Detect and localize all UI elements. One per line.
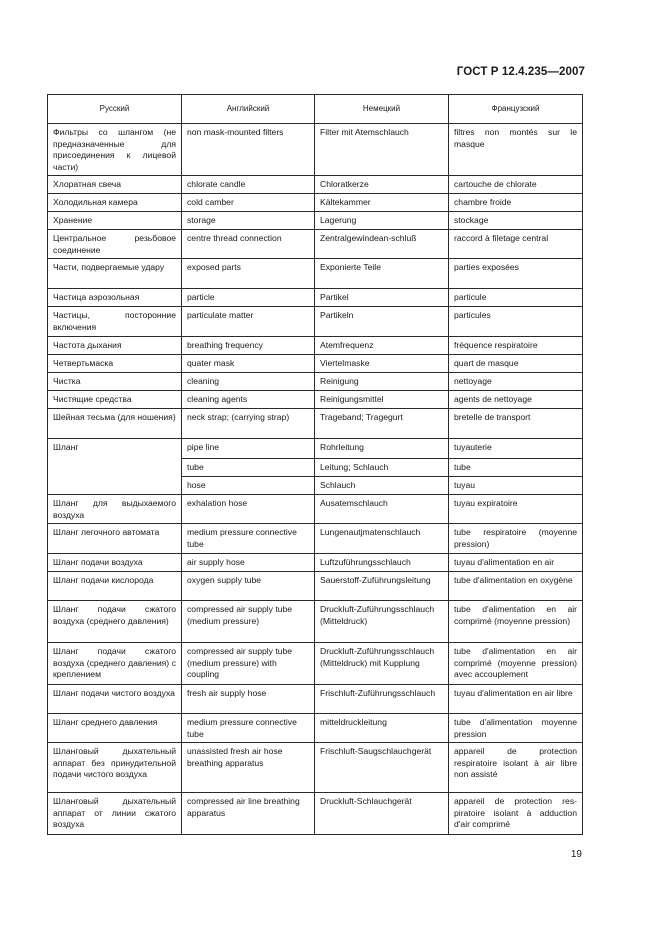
cell-de: Ausatemschlauch	[315, 495, 449, 524]
table-row	[48, 289, 583, 307]
page-number: 19	[570, 849, 582, 860]
cell-ru: Части, подвергаемые удару	[48, 259, 182, 289]
cell-en: oxygen supply tube	[182, 572, 315, 601]
cell-ru: Частица аэрозольная	[48, 289, 182, 307]
cell-en: compressed air supply tube (medium pressure)	[182, 601, 315, 643]
cell-de: Sauerstoff-Zuführungsleitung	[315, 572, 449, 601]
table-row	[48, 194, 583, 212]
terms-table	[47, 94, 583, 835]
cell-en: neck strap; (carrying strap)	[182, 409, 315, 439]
cell-de: Lagerung	[315, 212, 449, 230]
cell-fr: stockage	[449, 212, 583, 230]
table-row	[48, 373, 583, 391]
cell-fr: tuyau d'alimentation en air	[449, 554, 583, 572]
table-row	[48, 793, 583, 835]
cell-fr: parties exposées	[449, 259, 583, 289]
cell-de: Rohrleitung	[315, 439, 449, 459]
cell-fr: filtres non montés sur le masque	[449, 124, 583, 176]
cell-de: Chloratkerze	[315, 176, 449, 194]
cell-ru: Холодильная камера	[48, 194, 182, 212]
cell-en: quater mask	[182, 355, 315, 373]
cell-de: Filter mit Atemschlauch	[315, 124, 449, 176]
cell-en: storage	[182, 212, 315, 230]
cell-en: chlorate candle	[182, 176, 315, 194]
cell-ru: Частота дыхания	[48, 337, 182, 355]
table-row	[48, 572, 583, 601]
cell-de: mitteldruckleitung	[315, 714, 449, 743]
cell-de: Schlauch	[315, 477, 449, 495]
cell-ru: Шланг	[48, 439, 182, 495]
cell-fr: cartouche de chlorate	[449, 176, 583, 194]
table-row	[48, 409, 583, 439]
table-row	[48, 554, 583, 572]
cell-fr: tube d'alimentation en oxygène	[449, 572, 583, 601]
cell-fr: appareil de protection respiratoire isolant à adduction d'air comprimé	[449, 793, 583, 835]
cell-en: cleaning	[182, 373, 315, 391]
cell-de: Druckluft-Zuführungsschlauch (Mitteldruck) mit Kupplung	[315, 643, 449, 685]
cell-ru: Шланг легочного автомата	[48, 524, 182, 554]
table-row	[48, 743, 583, 793]
cell-ru: Шланг подачи сжатого воздуха (среднего давления)	[48, 601, 182, 643]
cell-en: particle	[182, 289, 315, 307]
cell-de: Reinigung	[315, 373, 449, 391]
table-row	[48, 337, 583, 355]
cell-fr: tuyau expiratoire	[449, 495, 583, 524]
cell-en: tube	[182, 459, 315, 477]
cell-fr: tuyau d'alimentation en air libre	[449, 685, 583, 714]
standard-designation: ГОСТ Р 12.4.235—2007	[456, 66, 585, 78]
cell-ru: Шланг для выдыхаемого воздуха	[48, 495, 182, 524]
table-row	[48, 124, 583, 176]
table-row	[48, 643, 583, 685]
cell-de: Zentralgewindean-schluß	[315, 230, 449, 259]
table-header-row	[48, 95, 583, 124]
table-row	[48, 391, 583, 409]
cell-de: Trageband; Tragegurt	[315, 409, 449, 439]
table-row	[48, 212, 583, 230]
table-row	[48, 307, 583, 337]
cell-ru: Хлоратная свеча	[48, 176, 182, 194]
cell-fr: tube d'alimentation moyenne pression	[449, 714, 583, 743]
cell-ru: Шейная тесьма (для ношения)	[48, 409, 182, 439]
cell-en: medium pressure connective tube	[182, 714, 315, 743]
cell-fr: chambre froide	[449, 194, 583, 212]
cell-fr: particules	[449, 307, 583, 337]
table-row	[48, 495, 583, 524]
cell-de: Partikeln	[315, 307, 449, 337]
cell-fr: agents de nettoyage	[449, 391, 583, 409]
cell-fr: fréquence respiratoire	[449, 337, 583, 355]
cell-fr: appareil de protection respiratoire isolant à air libre non assisté	[449, 743, 583, 793]
cell-en: centre thread connection	[182, 230, 315, 259]
cell-ru: Частицы, посторонние включения	[48, 307, 182, 337]
cell-fr: bretelle de transport	[449, 409, 583, 439]
cell-de: Frischluft-Zuführungsschlauch	[315, 685, 449, 714]
cell-ru: Шланг подачи воздуха	[48, 554, 182, 572]
cell-fr: tube	[449, 459, 583, 477]
cell-en: particulate matter	[182, 307, 315, 337]
cell-de: Exponierte Teile	[315, 259, 449, 289]
cell-en: breathing frequency	[182, 337, 315, 355]
cell-de: Reinigungsmittel	[315, 391, 449, 409]
cell-de: Luftzuführungsschlauch	[315, 554, 449, 572]
cell-de: Partikel	[315, 289, 449, 307]
cell-en: cold camber	[182, 194, 315, 212]
column-header-russian: Русский	[48, 95, 182, 124]
column-header-english: Английский	[182, 95, 315, 124]
cell-ru: Фильтры со шлангом (не предназначенные для присоединения к лицевой части)	[48, 124, 182, 176]
cell-fr: raccord à filetage central	[449, 230, 583, 259]
table-row	[48, 439, 583, 459]
table-row	[48, 685, 583, 714]
cell-ru: Центральное резьбовое соединение	[48, 230, 182, 259]
cell-fr: tube respiratoire (moyenne pression)	[449, 524, 583, 554]
cell-de: Viertelmaske	[315, 355, 449, 373]
column-header-german: Немецкий	[315, 95, 449, 124]
table-row	[48, 176, 583, 194]
cell-en: exhalation hose	[182, 495, 315, 524]
table-row	[48, 355, 583, 373]
cell-de: Lungenautjmatenschlauch	[315, 524, 449, 554]
table-row	[48, 601, 583, 643]
cell-de: Atemfrequenz	[315, 337, 449, 355]
cell-de: Leitung; Schlauch	[315, 459, 449, 477]
cell-ru: Шланг среднего давления	[48, 714, 182, 743]
cell-fr: tuyauterie	[449, 439, 583, 459]
cell-ru: Хранение	[48, 212, 182, 230]
cell-fr: tube d'alimentation en air comprimé (moyenne pression)	[449, 601, 583, 643]
cell-en: fresh air supply hose	[182, 685, 315, 714]
cell-fr: particule	[449, 289, 583, 307]
cell-en: compressed air line breathing apparatus	[182, 793, 315, 835]
cell-en: unassisted fresh air hose breathing apparatus	[182, 743, 315, 793]
cell-en: medium pressure connective tube	[182, 524, 315, 554]
cell-de: Druckluft-Zuführungsschlauch (Mitteldruck)	[315, 601, 449, 643]
cell-en: hose	[182, 477, 315, 495]
column-header-french: Французский	[449, 95, 583, 124]
cell-de: Druckluft-Schlauchgerät	[315, 793, 449, 835]
cell-en: exposed parts	[182, 259, 315, 289]
table-row	[48, 259, 583, 289]
cell-en: non mask-mounted filters	[182, 124, 315, 176]
cell-ru: Чистка	[48, 373, 182, 391]
cell-fr: nettoyage	[449, 373, 583, 391]
cell-ru: Шланговый дыхательный аппарат без принудительной подачи чистого воздуха	[48, 743, 182, 793]
table-row	[48, 524, 583, 554]
cell-de: Frischluft-Saugschlauchgerät	[315, 743, 449, 793]
cell-fr: tuyau	[449, 477, 583, 495]
cell-en: air supply hose	[182, 554, 315, 572]
cell-de: Kältekammer	[315, 194, 449, 212]
table-row	[48, 230, 583, 259]
cell-en: cleaning agents	[182, 391, 315, 409]
cell-ru: Шланговый дыхательный аппарат от линии сжатого воздуха	[48, 793, 182, 835]
table-row	[48, 714, 583, 743]
cell-ru: Шланг подачи кислорода	[48, 572, 182, 601]
cell-en: compressed air supply tube (medium pressure) with coupling	[182, 643, 315, 685]
cell-ru: Шланг подачи сжатого воздуха (среднего давления) с креплением	[48, 643, 182, 685]
cell-fr: quart de masque	[449, 355, 583, 373]
cell-en: pipe line	[182, 439, 315, 459]
cell-ru: Четвертьмаска	[48, 355, 182, 373]
cell-fr: tube d'alimentation en air comprimé (moyenne pression) avec accouplement	[449, 643, 583, 685]
cell-ru: Чистящие средства	[48, 391, 182, 409]
cell-ru: Шланг подачи чистого воздуха	[48, 685, 182, 714]
